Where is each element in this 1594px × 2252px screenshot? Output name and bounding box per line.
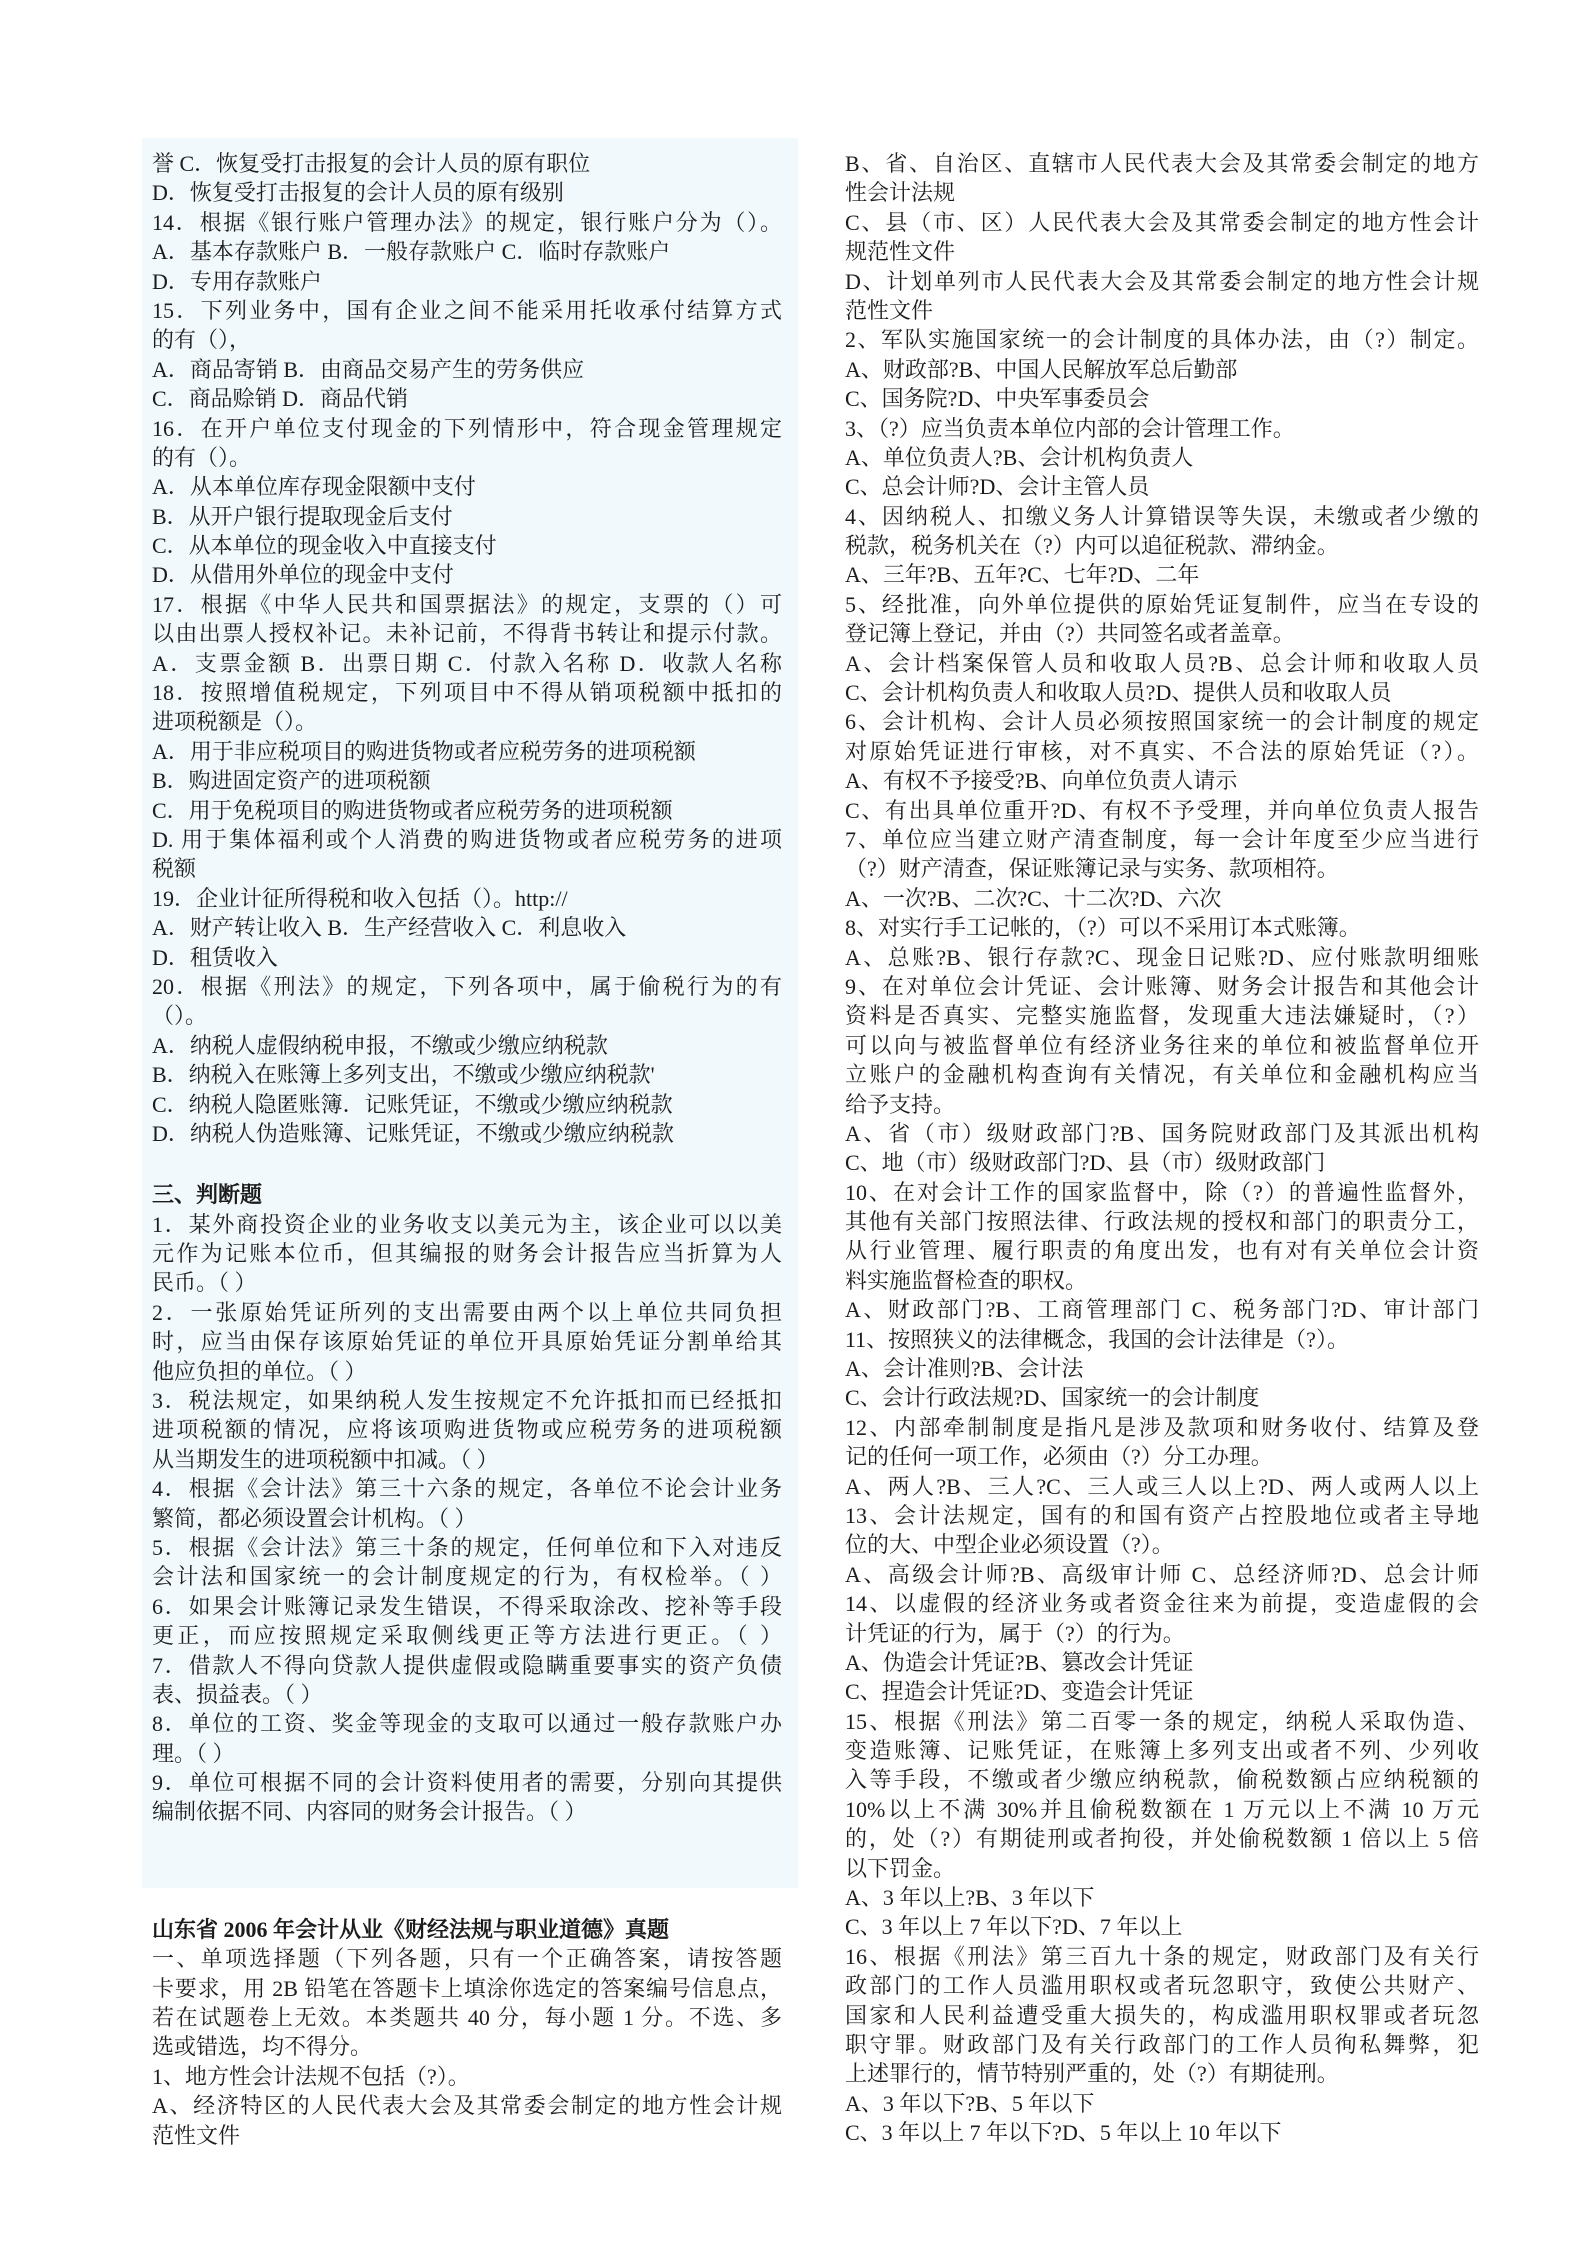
text-line: 进项税额是（）。 — [152, 709, 318, 735]
text-line: 可以向与被监督单位有经济业务往来的单位和被监督单位开 — [845, 1032, 1479, 1058]
text-line: 15．下列业务中，国有企业之间不能采用托收承付结算方式 — [152, 297, 782, 323]
text-line: D. 用于集体福利或个人消费的购进货物或者应税劳务的进项 — [152, 826, 782, 852]
text-line: 9．单位可根据不同的会计资料使用者的需要，分别向其提供 — [152, 1770, 782, 1796]
text-line: （?）财产清查，保证账簿记录与实务、款项相符。 — [845, 856, 1339, 882]
text-line: 国家和人民利益遭受重大损失的，构成滥用职权罪或者玩忽 — [845, 2002, 1479, 2028]
text-line: C．纳税人隐匿账簿．记账凭证，不缴或少缴应纳税款 — [152, 1091, 673, 1117]
text-line: A、有权不予接受?B、向单位负责人请示 — [845, 768, 1238, 794]
text-line: 税款，税务机关在（?）内可以追征税款、滞纳金。 — [845, 533, 1339, 559]
text-line: D．纳税人伪造账簿、记账凭证，不缴或少缴应纳税款 — [152, 1120, 674, 1146]
text-line: C、3 年以上 7 年以下?D、5 年以上 10 年以下 — [845, 2120, 1282, 2146]
text-line: A．基本存款账户 B．一般存款账户 C．临时存款账户 — [152, 239, 671, 265]
text-line: A、伪造会计凭证?B、篡改会计凭证 — [845, 1649, 1194, 1675]
text-line: 6、会计机构、会计人员必须按照国家统一的会计制度的规定 — [845, 709, 1479, 735]
text-line: 若在试题卷上无效。本类题共 40 分，每小题 1 分。不选、多 — [152, 2005, 782, 2031]
text-line: 一、单项选择题（下列各题，只有一个正确答案，请按答题 — [152, 1946, 782, 1972]
text-line: 他应负担的单位。（ ） — [152, 1358, 367, 1384]
right-column-questions-block — [845, 149, 1479, 2148]
text-line: A．商品寄销 B．由商品交易产生的劳务供应 — [152, 356, 585, 382]
text-line: A．用于非应税项目的购进货物或者应税劳务的进项税额 — [152, 738, 696, 764]
text-line: 11、按照狭义的法律概念，我国的会计法律是（?）。 — [845, 1326, 1349, 1352]
text-line: A、高级会计师?B、高级审计师 C、总经济师?D、总会计师 — [845, 1561, 1479, 1587]
text-line: A、会计准则?B、会计法 — [845, 1356, 1084, 1382]
text-line: 16、根据《刑法》第三百九十条的规定，财政部门及有关行 — [845, 1943, 1479, 1969]
text-line: 15、根据《刑法》第二百零一条的规定，纳税人采取伪造、 — [845, 1708, 1479, 1734]
text-line: 2．一张原始凭证所列的支出需要由两个以上单位共同负担 — [152, 1299, 782, 1325]
text-line: （）。 — [152, 1003, 208, 1029]
text-line: 誉 C．恢复受打击报复的会计人员的原有职位 — [152, 151, 591, 176]
text-line: 更正，而应按照规定采取侧线更正等方法进行更正。（ ） — [152, 1623, 782, 1649]
text-line: 1．某外商投资企业的业务收支以美元为主，该企业可以以美 — [152, 1211, 782, 1237]
text-line: D．专用存款账户 — [152, 268, 322, 294]
text-line: B．从开户银行提取现金后支付 — [152, 503, 453, 529]
text-line: 政部门的工作人员滥用职权或者玩忽职守，致使公共财产、 — [845, 1973, 1479, 1999]
text-line: 14、以虚假的经济业务或者资金往来为前提，变造虚假的会 — [845, 1591, 1479, 1617]
judgment-section-heading: 三、判断题 — [152, 1182, 263, 1208]
text-line: 19．企业计征所得税和收入包括（）。http:// — [152, 885, 568, 911]
text-line: A、财政部?B、中国人民解放军总后勤部 — [845, 356, 1238, 382]
text-line: D．从借用外单位的现金中支付 — [152, 562, 454, 588]
text-line: 14．根据《银行账户管理办法》的规定，银行账户分为（）。 — [152, 209, 782, 235]
text-line: C、国务院?D、中央军事委员会 — [845, 386, 1150, 412]
text-line: 繁简，都必须设置会计机构。（ ） — [152, 1505, 477, 1531]
text-line: A、3 年以上?B、3 年以下 — [845, 1885, 1095, 1911]
text-line: D、计划单列市人民代表大会及其常委会制定的地方性会计规 — [845, 268, 1479, 294]
text-line: 编制依据不同、内容同的财务会计报告。（ ） — [152, 1799, 587, 1825]
text-line: 民币。（ ） — [152, 1270, 257, 1296]
text-line: 13、会计法规定，国有的和国有资产占控股地位或者主导地 — [845, 1502, 1479, 1528]
text-line: 表、损益表。（ ） — [152, 1681, 323, 1707]
text-line: C、地（市）级财政部门?D、县（市）级财政部门 — [845, 1150, 1326, 1176]
text-line: D．恢复受打击报复的会计人员的原有级别 — [152, 180, 564, 206]
text-line: B、省、自治区、直辖市人民代表大会及其常委会制定的地方 — [845, 151, 1479, 176]
text-line: 给予支持。 — [845, 1091, 956, 1117]
text-line: D．租赁收入 — [152, 944, 278, 970]
text-line: A．支票金额 B．出票日期 C．付款入名称 D．收款人名称 — [152, 650, 782, 676]
text-line: C、总会计师?D、会计主管人员 — [845, 474, 1150, 500]
text-line: 2、军队实施国家统一的会计制度的具体办法，由（?）制定。 — [845, 327, 1479, 353]
text-line: 的，处（?）有期徒刑或者拘役，并处偷税数额 1 倍以上 5 倍 — [845, 1826, 1479, 1852]
text-line: A、3 年以下?B、5 年以下 — [845, 2090, 1095, 2116]
text-line: 5、经批准，向外单位提供的原始凭证复制件，应当在专设的 — [845, 591, 1479, 617]
text-line: 20．根据《刑法》的规定，下列各项中，属于偷税行为的有 — [152, 973, 782, 999]
text-line: 7、单位应当建立财产清查制度，每一会计年度至少应当进行 — [845, 826, 1479, 852]
text-line: A．财产转让收入 B．生产经营收入 C．利息收入 — [152, 915, 627, 941]
text-line: 以下罚金。 — [845, 1855, 956, 1881]
text-line: A、总账?B、银行存款?C、现金日记账?D、应付账款明细账 — [845, 944, 1479, 970]
exam-section-title: 山东省 2006 年会计从业《财经法规与职业道德》真题 — [152, 1916, 670, 1942]
text-line: B．购进固定资产的进项税额 — [152, 768, 431, 794]
text-line: 登记簿上登记，并由（?）共同签名或者盖章。 — [845, 621, 1295, 647]
text-line: 进项税额的情况，应将该项购进货物或应税劳务的进项税额 — [152, 1417, 782, 1443]
text-line: 对原始凭证进行审核，对不真实、不合法的原始凭证（?）。 — [845, 738, 1479, 764]
left-column — [152, 149, 782, 2150]
text-line: 会计法和国家统一的会计制度规定的行为，有权检举。（ ） — [152, 1564, 782, 1590]
judgment-section — [152, 1180, 782, 1827]
text-line: 其他有关部门按照法律、行政法规的授权和部门的职责分工， — [845, 1209, 1479, 1235]
text-line: 规范性文件 — [845, 239, 956, 265]
text-line: 范性文件 — [845, 297, 934, 323]
text-line: 职守罪。财政部门及有关行政部门的工作人员徇私舞弊，犯 — [845, 2032, 1479, 2057]
right-column — [845, 149, 1479, 2148]
text-line: A、会计档案保管人员和收取人员?B、总会计师和收取人员 — [845, 650, 1479, 676]
text-line: 9、在对单位会计凭证、会计账簿、财务会计报告和其他会计 — [845, 973, 1479, 999]
exam-section — [152, 1915, 782, 2150]
text-line: 以由出票人授权补记。未补记前，不得背书转让和提示付款。 — [152, 621, 782, 647]
text-line: 立账户的金融机构查询有关情况，有关单位和金融机构应当 — [845, 1062, 1479, 1088]
text-line: 的有（）。 — [152, 444, 252, 470]
text-line: 时，应当由保存该原始凭证的单位开具原始凭证分割单给其 — [152, 1329, 782, 1355]
text-line: 10%以上不满 30%并且偷税数额在 1 万元以上不满 10 万元 — [845, 1796, 1479, 1822]
text-line: 4、因纳税人、扣缴义务人计算错误等失误，未缴或者少缴的 — [845, 503, 1479, 529]
exam-section-lines — [152, 1944, 782, 2150]
text-line: 17．根据《中华人民共和国票据法》的规定，支票的（）可 — [152, 591, 782, 617]
text-line: 选或错选，均不得分。 — [152, 2034, 373, 2060]
text-line: C．从本单位的现金收入中直接支付 — [152, 533, 497, 559]
text-line: 7．借款人不得向贷款人提供虚假或隐瞒重要事实的资产负债 — [152, 1652, 782, 1678]
text-line: 1、地方性会计法规不包括（?）。 — [152, 2063, 470, 2089]
text-line: 10、在对会计工作的国家监督中，除（?）的普遍性监督外， — [845, 1179, 1479, 1205]
text-line: 8、对实行手工记帐的，（?）可以不采用订本式账簿。 — [845, 915, 1361, 941]
text-line: 范性文件 — [152, 2122, 241, 2148]
text-line: 性会计法规 — [845, 180, 956, 206]
text-line: A、单位负责人?B、会计机构负责人 — [845, 444, 1194, 470]
continued-questions-block — [152, 149, 782, 1148]
text-line: A、财政部门?B、工商管理部门 C、税务部门?D、审计部门 — [845, 1297, 1479, 1323]
text-line: C、3 年以上 7 年以下?D、7 年以上 — [845, 1914, 1183, 1940]
text-line: 16．在开户单位支付现金的下列情形中，符合现金管理规定 — [152, 415, 782, 441]
text-line: 的有（）， — [152, 327, 252, 353]
text-line: 从行业管理、履行职责的角度出发，也有对有关单位会计资 — [845, 1238, 1479, 1264]
text-line: 理。（ ） — [152, 1740, 235, 1766]
text-line: 元作为记账本位币，但其编报的财务会计报告应当折算为人 — [152, 1241, 782, 1267]
text-line: A、省（市）级财政部门?B、国务院财政部门及其派出机构 — [845, 1120, 1479, 1146]
text-line: 资料是否真实、完整实施监督，发现重大违法嫌疑时，（?） — [845, 1003, 1479, 1029]
text-line: 料实施监督检查的职权。 — [845, 1267, 1088, 1293]
text-line: A．从本单位库存现金限额中支付 — [152, 474, 476, 500]
text-line: 6．如果会计账簿记录发生错误，不得采取涂改、挖补等手段 — [152, 1593, 782, 1619]
text-line: A、一次?B、二次?C、十二次?D、六次 — [845, 885, 1222, 911]
text-line: A．纳税人虚假纳税申报，不缴或少缴应纳税款 — [152, 1032, 608, 1058]
text-line: 8．单位的工资、奖金等现金的支取可以通过一般存款账户办 — [152, 1711, 782, 1737]
text-line: C、会计机构负责人和收取人员?D、提供人员和收取人员 — [845, 680, 1392, 706]
text-line: C、捏造会计凭证?D、变造会计凭证 — [845, 1679, 1194, 1705]
text-line: C．商品赊销 D．商品代销 — [152, 386, 409, 412]
text-line: 位的大、中型企业必须设置（?）。 — [845, 1532, 1174, 1558]
text-line: 记的任何一项工作，必须由（?）分工办理。 — [845, 1444, 1273, 1470]
text-line: 12、内部牵制制度是指凡是涉及款项和财务收付、结算及登 — [845, 1414, 1479, 1440]
judgment-section-lines — [152, 1210, 782, 1827]
text-line: 5．根据《会计法》第三十条的规定，任何单位和下入对违反 — [152, 1534, 782, 1560]
text-line: 卡要求，用 2B 铅笔在答题卡上填涂你选定的答案编号信息点， — [152, 1975, 782, 2001]
text-line: 4．根据《会计法》第三十六条的规定，各单位不论会计业务 — [152, 1476, 782, 1502]
text-line: A、两人?B、三人?C、三人或三人以上?D、两人或两人以上 — [845, 1473, 1479, 1499]
text-line: C、有出具单位重开?D、有权不予受理，并向单位负责人报告 — [845, 797, 1479, 823]
text-line: C、县（市、区）人民代表大会及其常委会制定的地方性会计 — [845, 209, 1479, 235]
text-line: 18．按照增值税规定，下列项目中不得从销项税额中抵扣的 — [152, 680, 782, 706]
text-line: A、经济特区的人民代表大会及其常委会制定的地方性会计规 — [152, 2093, 782, 2119]
text-line: 变造账簿、记账凭证，在账簿上多列支出或者不列、少列收 — [845, 1738, 1479, 1764]
text-line: 上述罪行的，情节特别严重的，处（?）有期徒刑。 — [845, 2061, 1339, 2087]
text-line: C、会计行政法规?D、国家统一的会计制度 — [845, 1385, 1260, 1411]
text-line: 3．税法规定，如果纳税人发生按规定不允许抵扣而已经抵扣 — [152, 1388, 782, 1414]
text-line: 税额 — [152, 856, 197, 882]
text-line: 计凭证的行为，属于（?）的行为。 — [845, 1620, 1185, 1646]
text-line: 入等手段，不缴或者少缴应纳税款，偷税数额占应纳税额的 — [845, 1767, 1479, 1793]
text-line: A、三年?B、五年?C、七年?D、二年 — [845, 562, 1200, 588]
text-line: C．用于免税项目的购进货物或者应税劳务的进项税额 — [152, 797, 673, 823]
text-line: 从当期发生的进项税额中扣减。（ ） — [152, 1446, 499, 1472]
text-line: 3、（?）应当负责本单位内部的会计管理工作。 — [845, 415, 1295, 441]
text-line: B．纳税入在账簿上多列支出，不缴或少缴应纳税款' — [152, 1062, 655, 1088]
